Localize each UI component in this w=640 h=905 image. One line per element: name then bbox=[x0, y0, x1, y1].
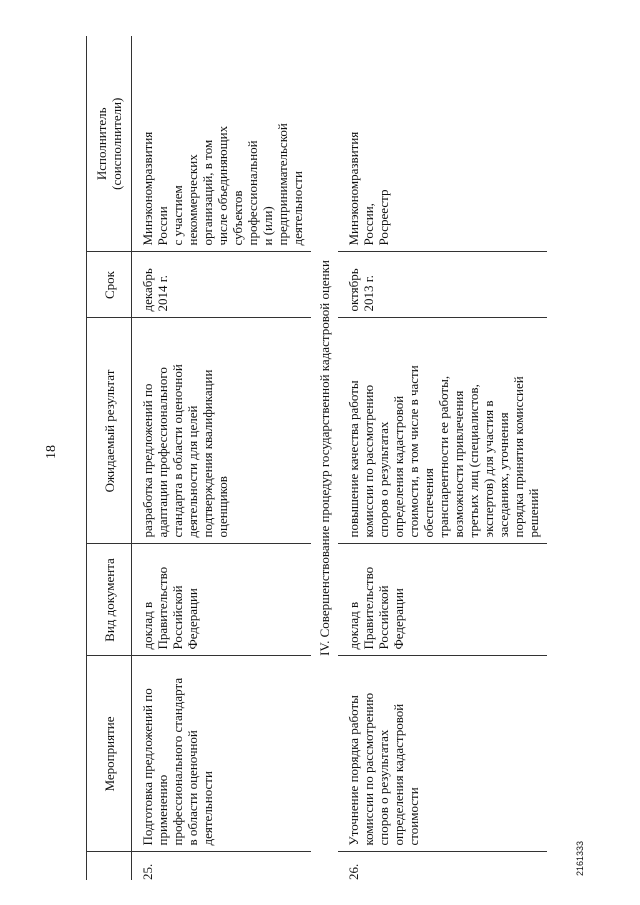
row-deadline: декабрь 2014 г. bbox=[132, 252, 312, 318]
header-num bbox=[87, 852, 132, 880]
row-result: повышение качества работы комиссии по рассмотрению споров о результатах определения кадастровой стоимости, в том числе в части обеспечения транспарентности ее работы, возможности привлечения третьих лиц (специалистов, экспертов) для участия в заседаниях, уточнения порядка принятия комиссией решений bbox=[338, 318, 547, 544]
row-deadline: октябрь 2013 г. bbox=[338, 252, 547, 318]
plan-table bbox=[86, 36, 547, 880]
document-id: 2161333 bbox=[575, 840, 585, 876]
row-executor: Минэкономразвития России, Росреестр bbox=[338, 36, 547, 252]
row-number: 26. bbox=[338, 852, 547, 880]
header-executor: Исполнитель (соисполнители) bbox=[87, 36, 132, 252]
rotated-page bbox=[40, 24, 600, 880]
table-row bbox=[338, 36, 547, 880]
header-result: Ожидаемый результат bbox=[87, 318, 132, 544]
header-deadline: Срок bbox=[87, 252, 132, 318]
section-heading: IV. Совершенствование процедур государственной кадастровой оценки bbox=[317, 260, 332, 656]
table-row bbox=[132, 36, 312, 880]
header-event: Мероприятие bbox=[87, 656, 132, 852]
header-row bbox=[87, 36, 132, 880]
row-result: разработка предложений по адаптации профессионального стандарта в области оценочной деятельности для целей подтверждения квалификации оценщиков bbox=[132, 318, 312, 544]
row-doc-type: доклад в Правительство Российской Федерации bbox=[338, 544, 547, 656]
header-doc-type: Вид документа bbox=[87, 544, 132, 656]
row-number: 25. bbox=[132, 852, 312, 880]
section-row bbox=[311, 36, 338, 880]
row-event: Подготовка предложений по применению профессионального стандарта в области оценочной деятельности bbox=[132, 656, 312, 852]
page-number: 18 bbox=[44, 445, 59, 459]
row-event: Уточнение порядка работы комиссии по рассмотрению споров о результатах определения кадастровой стоимости bbox=[338, 656, 547, 852]
row-doc-type: доклад в Правительство Российской Федерации bbox=[132, 544, 312, 656]
row-executor: Минэкономразвития России с участием некоммерческих организаций, в том числе объединяющих субъектов профессиональной и (или) предпринимательской деятельности bbox=[132, 36, 312, 252]
